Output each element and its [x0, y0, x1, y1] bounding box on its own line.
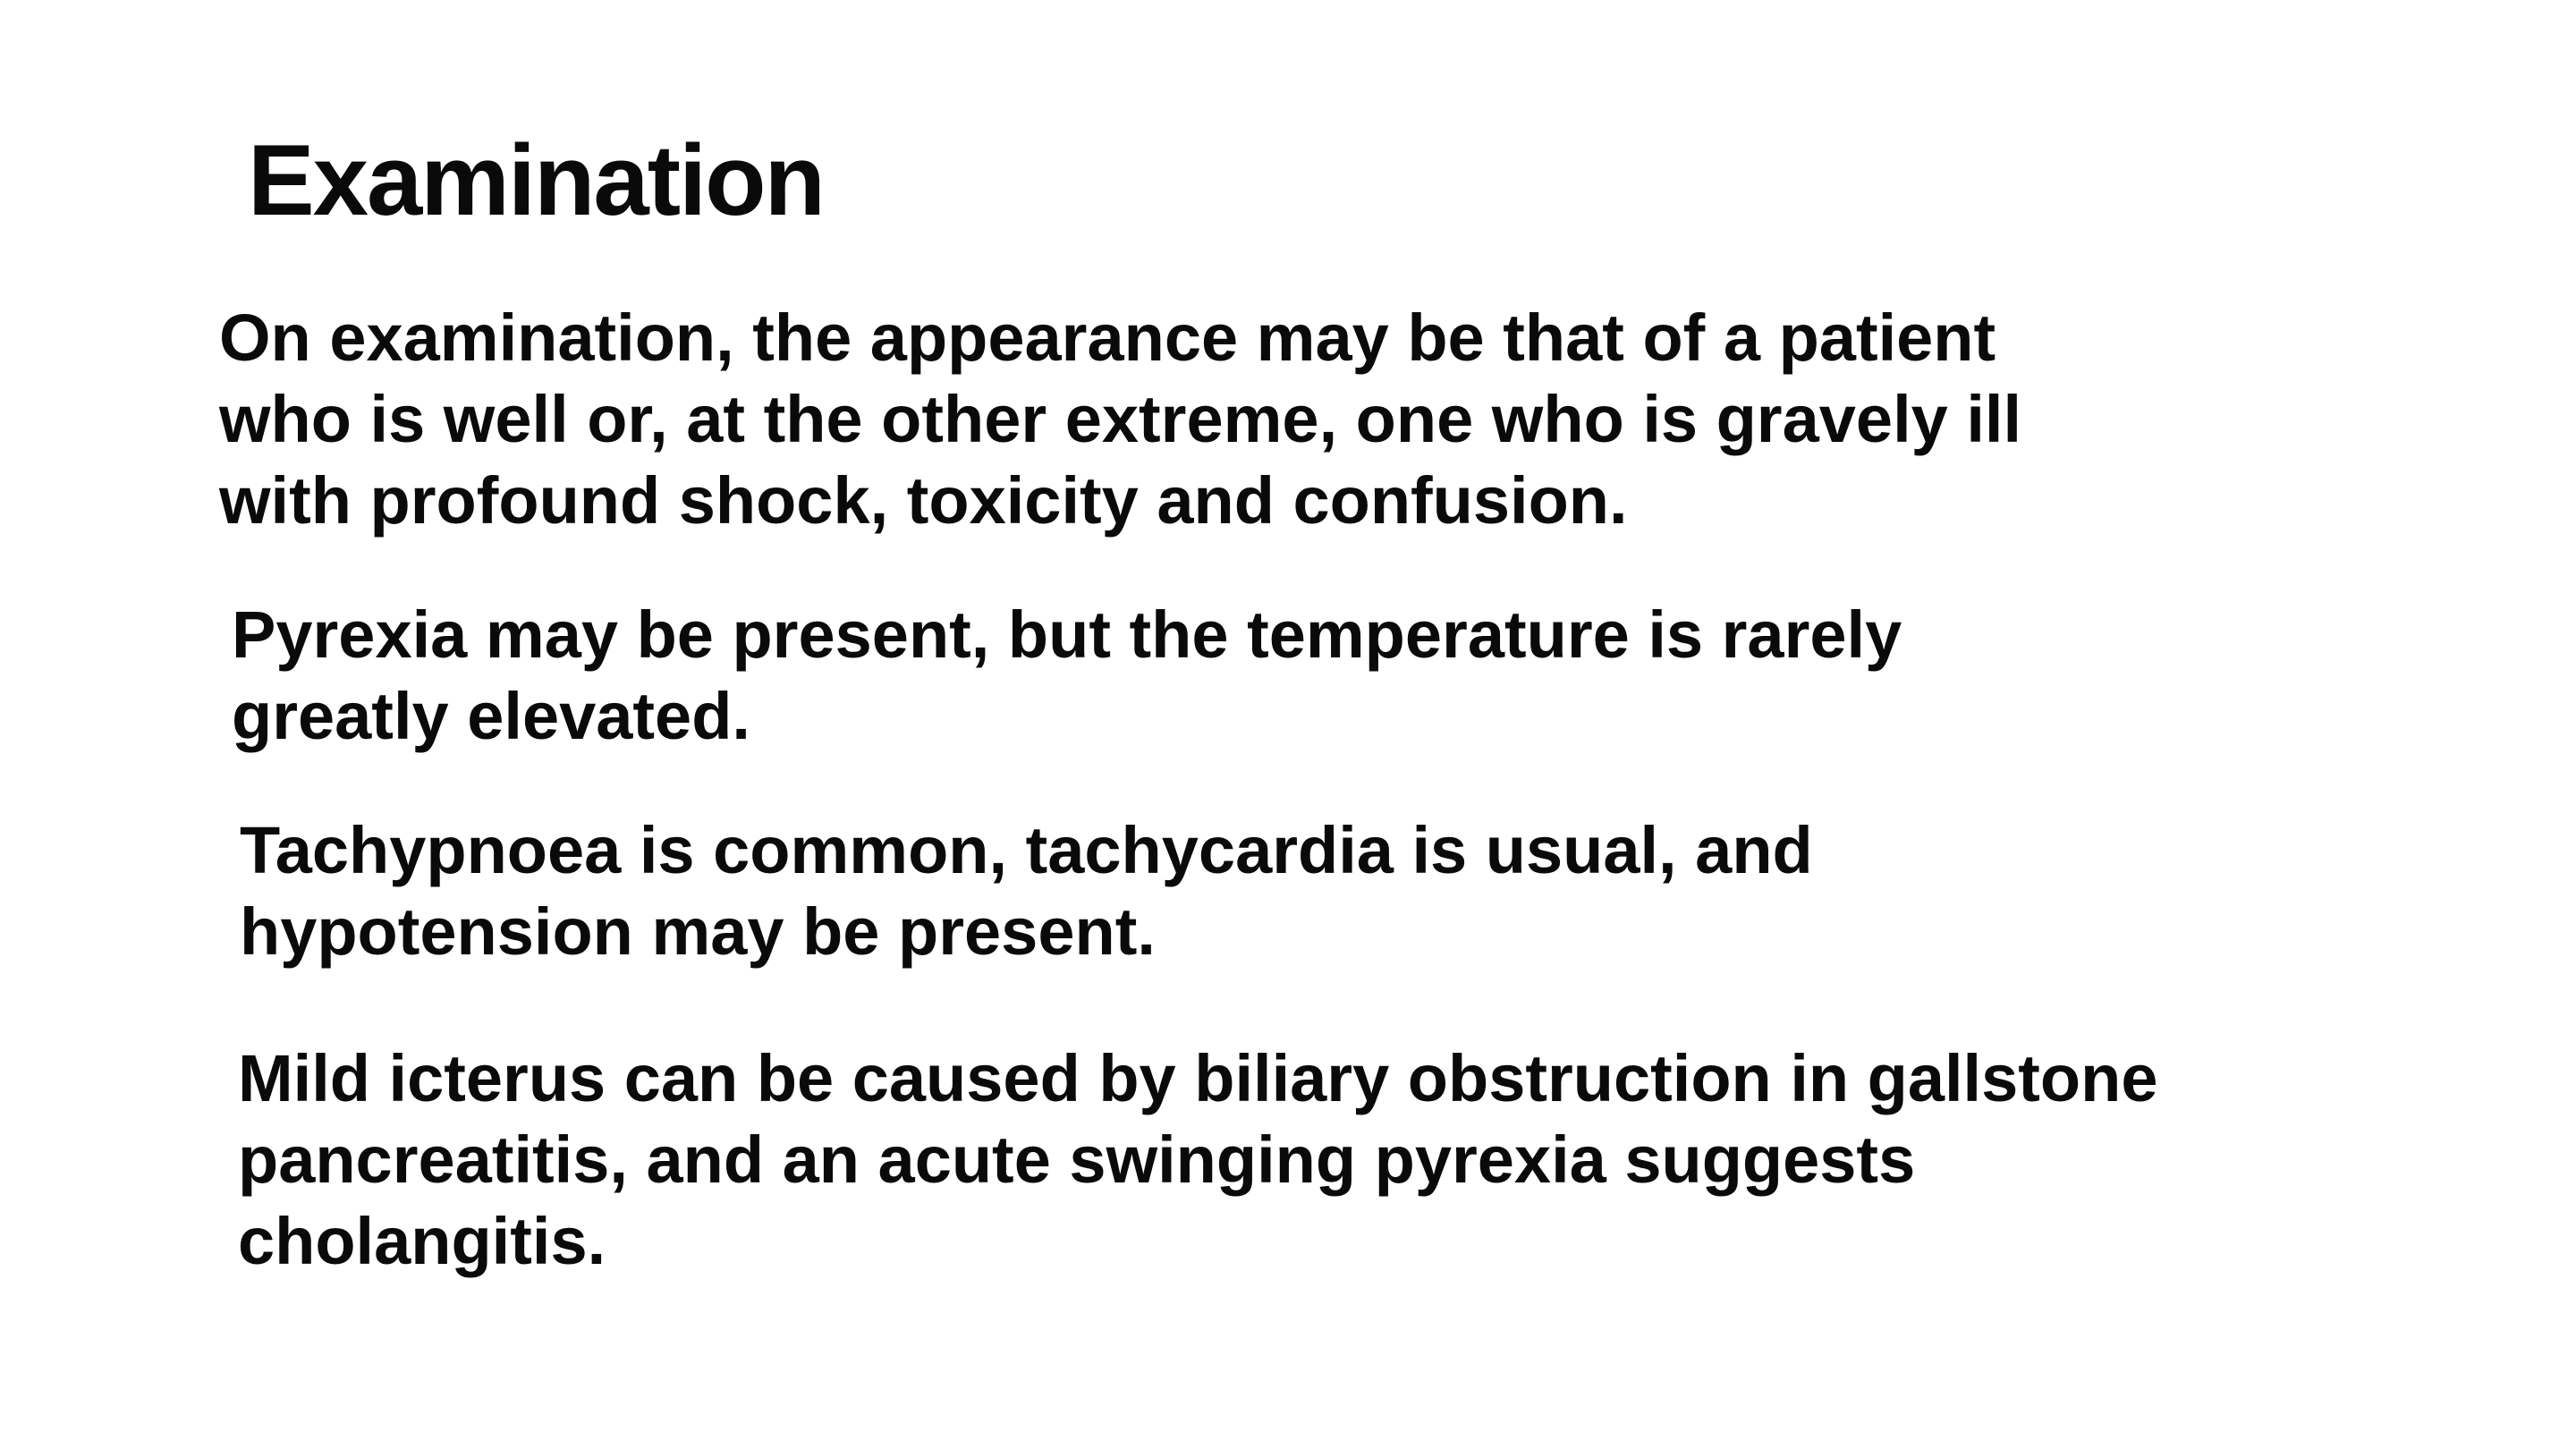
paragraph-pyrexia — [232, 594, 1902, 757]
paragraph-line: Mild icterus can be caused by biliary obstruction in gallstone — [238, 1041, 2158, 1115]
paragraph-line: On examination, the appearance may be that of a patient — [219, 301, 1996, 375]
paragraph-line: with profound shock, toxicity and confusion. — [219, 463, 1628, 538]
paragraph-line: cholangitis. — [238, 1204, 606, 1278]
paragraph-line: pancreatitis, and an acute swinging pyrexia suggests — [238, 1123, 1916, 1197]
paragraph-line: who is well or, at the other extreme, one who is gravely ill — [219, 382, 2022, 456]
paragraph-line: Pyrexia may be present, but the temperature is rarely — [232, 597, 1902, 672]
paragraph-line: hypotension may be present. — [240, 894, 1156, 969]
paragraph-examination-appearance — [219, 297, 2021, 541]
paragraph-tachypnoea — [240, 809, 1813, 972]
paragraph-icterus — [238, 1038, 2157, 1282]
paragraph-line: Tachypnoea is common, tachycardia is usual, and — [240, 813, 1813, 887]
slide-title: Examination — [248, 124, 824, 236]
paragraph-line: greatly elevated. — [232, 679, 750, 753]
